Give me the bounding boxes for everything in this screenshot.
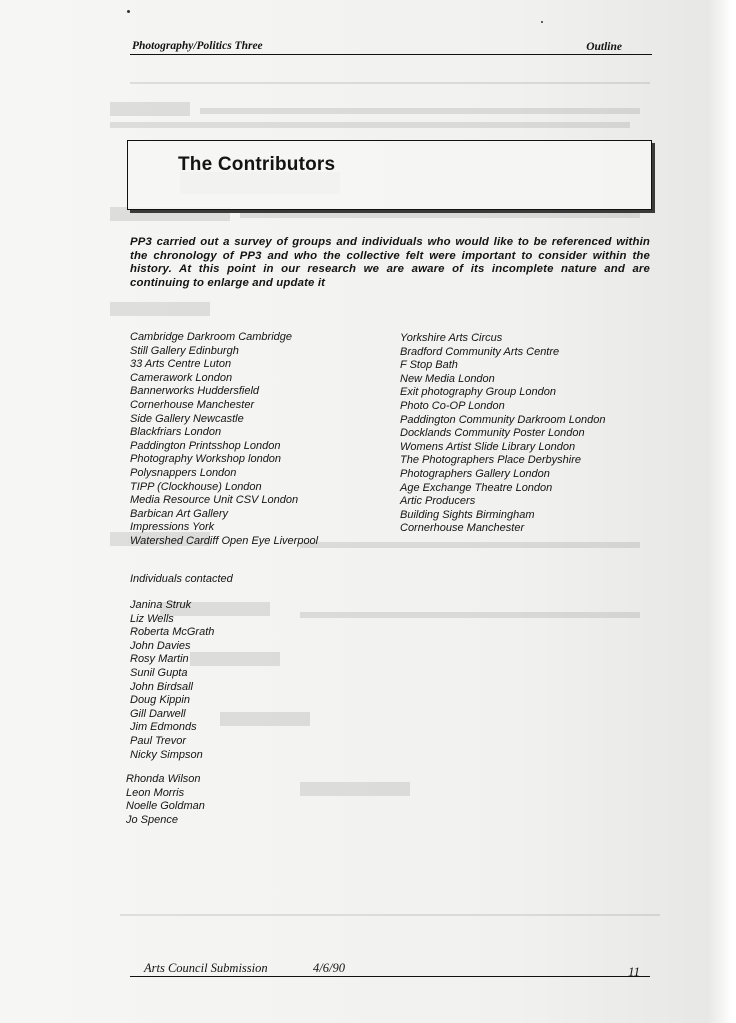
group-entry: Docklands Community Poster London — [400, 427, 585, 440]
individuals-list-second — [126, 773, 205, 827]
group-entry: Photographers Gallery London — [400, 467, 550, 480]
page-number: 11 — [627, 964, 640, 979]
individual-entry: Roberta McGrath — [130, 626, 215, 639]
page-title: The Contributors — [178, 154, 336, 175]
individual-entry: Noelle Goldman — [126, 800, 205, 813]
header-section: Outline — [586, 41, 622, 53]
running-header — [130, 38, 652, 55]
group-entry: New Media London — [400, 372, 495, 385]
groups-list-right — [400, 332, 605, 536]
groups-list-left — [130, 331, 318, 549]
individual-entry: Sunil Gupta — [130, 666, 188, 679]
group-entry: Yorkshire Arts Circus — [400, 332, 503, 344]
individuals-heading: Individuals contacted — [130, 573, 233, 585]
intro-paragraph: PP3 carried out a survey of groups and individuals who would like to be referenced within the chronology of PP3 and who the collective felt were important to consider within the history. At this point in our research we are aware of its incomplete nature and are continuing to enlarge and update it — [130, 236, 650, 289]
individual-entry: John Birdsall — [130, 680, 193, 693]
individuals-list — [130, 599, 214, 762]
group-entry: Cornerhouse Manchester — [400, 522, 525, 535]
header-title: Photography/Politics Three — [132, 40, 263, 52]
group-entry: Barbican Art Gallery — [130, 507, 229, 520]
group-entry: Polysnappers London — [130, 466, 237, 479]
group-entry: Womens Artist Slide Library London — [400, 440, 576, 453]
group-entry: Camerawork London — [130, 371, 233, 384]
group-entry: Blackfriars London — [130, 426, 222, 439]
individual-entry: Rhonda Wilson — [126, 773, 201, 785]
individual-entry: Doug Kippin — [130, 694, 190, 707]
group-entry: Building Sights Birmingham — [400, 508, 535, 521]
group-entry: 33 Arts Centre Luton — [130, 358, 232, 371]
individual-entry: Leon Morris — [126, 786, 185, 799]
individual-entry: Jim Edmonds — [130, 721, 197, 734]
running-footer — [130, 960, 650, 977]
footer-submission: Arts Council Submission — [144, 961, 268, 975]
group-entry: Photography Workshop london — [130, 453, 282, 466]
group-entry: Media Resource Unit CSV London — [130, 494, 299, 507]
group-entry: Exit photography Group London — [400, 386, 556, 399]
group-entry: Cambridge Darkroom Cambridge — [130, 331, 293, 343]
group-entry: Bannerworks Huddersfield — [130, 385, 260, 398]
group-entry: Paddington Community Darkroom London — [400, 413, 606, 426]
group-entry: Side Gallery Newcastle — [130, 412, 244, 425]
group-entry: F Stop Bath — [400, 359, 458, 372]
group-entry: TIPP (Clockhouse) London — [130, 480, 262, 493]
page-edge — [708, 0, 736, 1023]
group-entry: Photo Co-OP London — [400, 399, 505, 412]
paper-speck — [541, 21, 543, 23]
individual-entry: Janina Struk — [130, 599, 192, 611]
individual-entry: Rosy Martin — [130, 653, 189, 666]
group-entry: Still Gallery Edinburgh — [130, 344, 239, 357]
individual-entry: John Davies — [130, 639, 191, 652]
group-entry: Impressions York — [130, 521, 215, 534]
footer-date: 4/6/90 — [313, 961, 345, 975]
group-entry: The Photographers Place Derbyshire — [400, 454, 581, 467]
group-entry: Artic Producers — [400, 495, 476, 508]
individual-entry: Jo Spence — [126, 813, 178, 826]
group-entry: Age Exchange Theatre London — [400, 481, 553, 494]
group-entry: Paddington Printsshop London — [130, 439, 281, 452]
group-entry: Bradford Community Arts Centre — [400, 345, 560, 358]
paper-speck — [127, 10, 130, 13]
group-entry: Cornerhouse Manchester — [130, 398, 255, 411]
title-box — [127, 140, 652, 210]
individual-entry: Gill Darwell — [130, 707, 186, 720]
individual-entry: Nicky Simpson — [130, 748, 203, 761]
individual-entry: Liz Wells — [130, 612, 174, 625]
individual-entry: Paul Trevor — [130, 734, 187, 747]
group-entry: Watershed Cardiff Open Eye Liverpool — [130, 534, 319, 547]
